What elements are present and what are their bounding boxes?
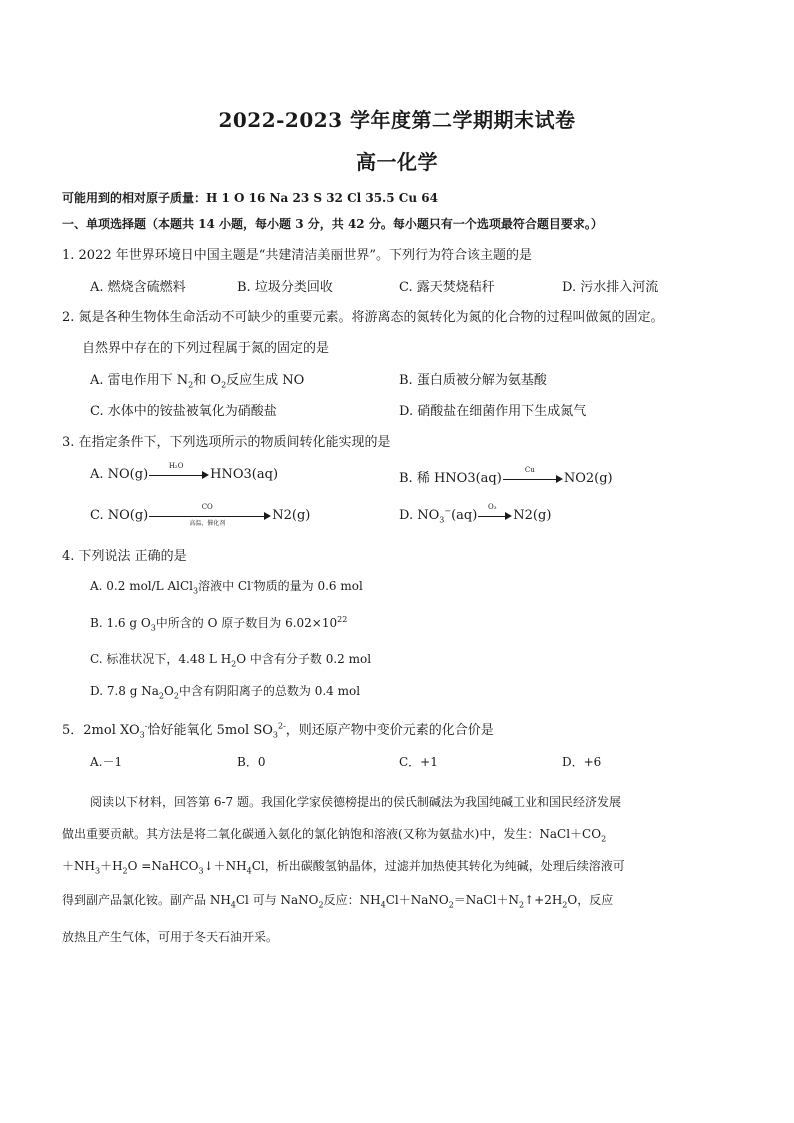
question-4-stem: 4. 下列说法 正确的是 xyxy=(62,549,187,564)
reaction-arrow: O₃ xyxy=(478,510,512,522)
q2-option-c: C. 水体中的铵盐被氧化为硝酸盐 xyxy=(90,404,277,419)
q5-option-d: D．+6 xyxy=(562,755,602,769)
passage-line-5: 放热且产生气体，可用于冬天石油开采。 xyxy=(62,930,279,944)
q4-option-b: B. 1.6 g $O_3$中所含的 O 原子数目为 $6.02\times 10^{22}$ xyxy=(90,615,348,633)
q5-option-b: B．0 xyxy=(237,755,266,769)
q2-option-a: A. 雷电作用下 $N_2$和 $O_2$反应生成 NO xyxy=(90,373,305,390)
q3-option-c: C. NO(g) CO 高温，催化剂 N2(g) xyxy=(90,502,311,527)
q4-option-c: C. 标准状况下，4.48 L $H_2O$ 中含有分子数 0.2 mol xyxy=(90,652,372,669)
q3-option-a: A. NO(g) H₂O HNO3(aq) xyxy=(90,461,279,482)
q1-option-d: D. 污水排入河流 xyxy=(562,280,659,295)
question-1-stem: 1. 2022 年世界环境日中国主题是“共建清洁美丽世界”。下列行为符合该主题的是 xyxy=(62,248,533,263)
q2-option-d: D. 硝酸盐在细菌作用下生成氮气 xyxy=(399,404,587,419)
reaction-arrow: CO 高温，催化剂 xyxy=(149,510,271,522)
q2-option-b: B. 蛋白质被分解为氨基酸 xyxy=(399,373,547,388)
q1-option-b: B. 垃圾分类回收 xyxy=(237,280,333,295)
passage-line-2: 做出重要贡献。其方法是将二氧化碳通入氨化的氯化钠饱和溶液(又称为氨盐水)中，发生：$NaCl+CO_2$ xyxy=(62,827,607,844)
exam-subject: 高一化学 xyxy=(356,150,438,174)
passage-line-1: 阅读以下材料，回答第 6-7 题。我国化学家侯德榜提出的侯氏制碱法为我国纯碱工业和国民经济发展 xyxy=(90,795,621,809)
reaction-arrow: Cu xyxy=(503,473,563,485)
atomic-masses: 可能用到的相对原子质量：H 1 O 16 Na 23 S 32 Cl 35.5 Cu 64 xyxy=(62,191,438,205)
passage-line-3: $+NH_3+H_2O$ $=NaHCO_3↓+NH_4Cl$，析出碳酸氢钠晶体，过滤并加热使其转化为纯碱，处理后续溶液可 xyxy=(62,859,625,876)
passage-line-4: 得到副产品氯化铵。副产品 $NH_4Cl$ 可与 NaNO$_2$反应：$NH_4Cl+NaNO_2=NaCl+N_2↑+2H_2O$，反应 xyxy=(62,893,614,910)
q1-option-a: A. 燃烧含硫燃料 xyxy=(90,280,186,295)
section-heading: 一、单项选择题（本题共 14 小题，每小题 3 分，共 42 分。每小题只有一个选项最符合题目要求。） xyxy=(62,217,603,231)
q4-option-d: D. 7.8 g $Na_2O_2$中含有阴阳离子的总数为 0.4 mol xyxy=(90,684,361,701)
exam-title: 2022-2023 学年度第二学期期末试卷 xyxy=(218,108,576,132)
question-5-stem: 5．2mol $XO_3^-$恰好能氧化 5mol $SO_3^{2-}$，则还原产物中变价元素的化合价是 xyxy=(62,721,494,740)
question-2-stem-cont: 自然界中存在的下列过程属于氮的固定的是 xyxy=(82,341,330,356)
q1-option-c: C. 露天焚烧秸秆 xyxy=(399,280,495,295)
q3-option-b: B. 稀 HNO3(aq) Cu NO2(g) xyxy=(399,465,613,486)
q5-option-c: C．+1 xyxy=(399,755,438,769)
q3-option-d: D. $NO_3^-(aq)$ O₃ N2(g) xyxy=(399,502,552,525)
q5-option-a: A.－1 xyxy=(90,755,123,769)
reaction-arrow: H₂O xyxy=(149,469,209,481)
q4-option-a: A. 0.2 mol/L AlCl$_3$溶液中 Cl-物质的量为 0.6 mol xyxy=(90,578,363,596)
question-2-stem: 2. 氮是各种生物体生命活动不可缺少的重要元素。将游离态的氮转化为氮的化合物的过程叫做氮的固定。 xyxy=(62,310,664,325)
question-3-stem: 3. 在指定条件下，下列选项所示的物质间转化能实现的是 xyxy=(62,435,391,450)
